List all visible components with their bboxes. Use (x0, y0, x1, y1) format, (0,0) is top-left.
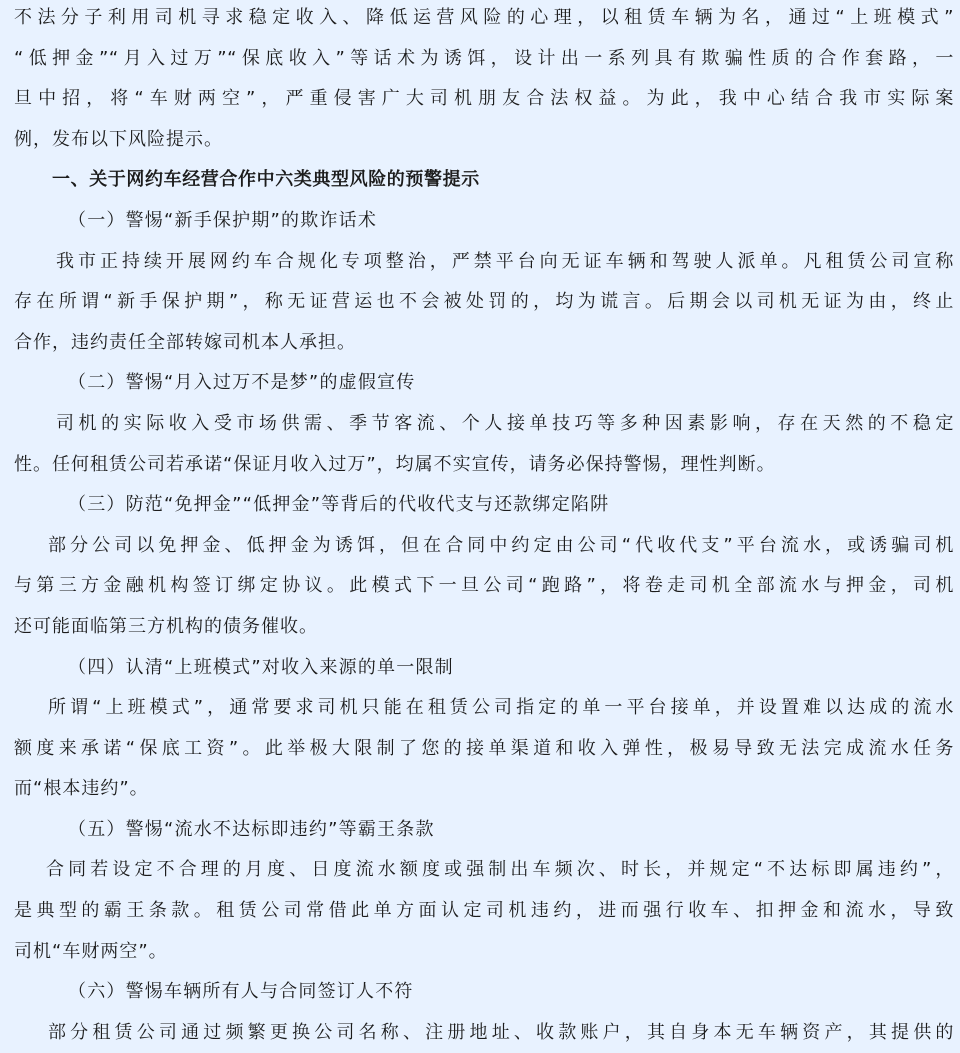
item-1-title: （一）警惕“新手保护期”的欺诈话术 (68, 209, 378, 231)
intro-line-2: “低押金”“月入过万”“保底收入”等话术为诱饵，设计出一系列具有欺骗性质的合作套路，一 (14, 47, 954, 69)
item-6-title: （六）警惕车辆所有人与合同签订人不符 (68, 981, 414, 1003)
item-1-line-3: 合作，违约责任全部转嫁司机本人承担。 (14, 331, 356, 353)
item-1-line-2: 存在所谓“新手保护期”，称无证营运也不会被处罚的，均为谎言。后期会以司机无证为由，终止 (14, 291, 954, 313)
intro-line-4: 例，发布以下风险提示。 (14, 128, 223, 150)
item-6-line-1: 部分租赁公司通过频繁更换公司名称、注册地址、收款账户，其自身本无车辆资产，其提供的 (48, 1021, 954, 1043)
intro-line-1: 不法分子利用司机寻求稳定收入、降低运营风险的心理，以租赁车辆为名，通过“上班模式” (14, 7, 954, 28)
item-5-line-2: 是典型的霸王条款。租赁公司常借此单方面认定司机违约，进而强行收车、扣押金和流水，导致 (14, 900, 954, 922)
item-3-line-1: 部分公司以免押金、低押金为诱饵，但在合同中约定由公司“代收代支”平台流水，或诱骗司机 (48, 534, 954, 556)
item-5-line-3: 司机“车财两空”。 (14, 940, 168, 962)
item-3-line-3: 还可能面临第三方机构的债务催收。 (14, 615, 318, 637)
item-2-title: （二）警惕“月入过万不是梦”的虚假宣传 (68, 372, 416, 394)
item-4-title: （四）认清“上班模式”对收入来源的单一限制 (68, 656, 454, 678)
section-heading: 一、关于网约车经营合作中六类典型风险的预警提示 (52, 169, 480, 191)
item-3-title: （三）防范“免押金”“低押金”等背后的代收代支与还款绑定陷阱 (68, 494, 610, 516)
item-4-line-1: 所谓“上班模式”，通常要求司机只能在租赁公司指定的单一平台接单，并设置难以达成的流水 (48, 697, 954, 719)
item-3-line-2: 与第三方金融机构签订绑定协议。此模式下一旦公司“跑路”，将卷走司机全部流水与押金，司机 (14, 575, 954, 597)
item-2-line-1: 司机的实际收入受市场供需、季节客流、个人接单技巧等多种因素影响，存在天然的不稳定 (56, 412, 954, 434)
item-4-line-2: 额度来承诺“保底工资”。此举极大限制了您的接单渠道和收入弹性，极易导致无法完成流水任务 (14, 737, 954, 759)
item-5-title: （五）警惕“流水不达标即违约”等霸王条款 (68, 818, 435, 840)
intro-line-3: 旦中招，将“车财两空”，严重侵害广大司机朋友合法权益。为此，我中心结合我市实际案 (14, 88, 954, 110)
item-2-line-2: 性。任何租赁公司若承诺“保证月收入过万”，均属不实宣传，请务必保持警惕，理性判断。 (14, 453, 776, 475)
item-4-line-3: 而“根本违约”。 (14, 778, 149, 800)
item-5-line-1: 合同若设定不合理的月度、日度流水额度或强制出车频次、时长，并规定“不达标即属违约”， (46, 859, 954, 881)
item-1-line-1: 我市正持续开展网约车合规化专项整治，严禁平台向无证车辆和驾驶人派单。凡租赁公司宣称 (56, 250, 954, 272)
